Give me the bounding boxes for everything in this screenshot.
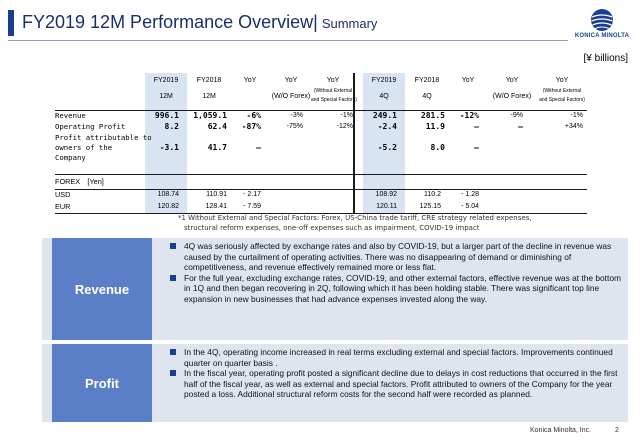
title-divider (8, 40, 568, 41)
table-cell: -5.2 (377, 143, 397, 152)
revenue-section (42, 238, 628, 340)
logo-wordmark: KONICA MINOLTA (574, 33, 630, 39)
profit-bullets (170, 347, 624, 400)
table-cell: 62.4 (207, 122, 227, 131)
table-cell: -2.4 (377, 122, 397, 131)
revenue-bullets (170, 241, 624, 305)
table-cell: -1% (570, 112, 583, 119)
company-logo (574, 8, 630, 39)
col-header-top: FY2018 (196, 77, 222, 84)
table-cell: 1,059.1 (193, 111, 227, 120)
title-subtitle: Summary (321, 16, 378, 31)
col-header-bottom: (W/O Forex) (492, 93, 532, 100)
bullet-square-icon (170, 275, 176, 281)
profit-section-label: Profit (52, 344, 152, 422)
table-cell: -75% (286, 123, 303, 130)
page-number: 2 (615, 427, 619, 434)
table-cell: -3.1 (159, 143, 179, 152)
table-cell: 281.5 (420, 111, 445, 120)
forex-header-rule (55, 189, 587, 190)
list-item (170, 241, 624, 273)
footnote-line: structural reform expenses, one-off expenses such as impairment, COVID-19 impact (184, 224, 480, 232)
table-cell: -12% (336, 123, 353, 130)
col-header-note: and Special Factors) (539, 97, 585, 103)
table-cell: +34% (564, 123, 583, 130)
col-header-bottom: (W/O Forex) (271, 93, 311, 100)
col-header-note: (Without External (313, 88, 353, 94)
col-header-note: (Without External (542, 88, 582, 94)
table-cell: -1% (340, 112, 353, 119)
table-period-separator (353, 73, 355, 213)
table-cell: -6% (246, 111, 261, 120)
table-cell: -12% (459, 111, 479, 120)
table-cell: 120.82 (157, 203, 179, 210)
table-cell: 249.1 (372, 111, 397, 120)
row-label-profit-attributable: Company (55, 153, 86, 162)
table-cell: 108.74 (157, 191, 179, 198)
table-cell: — (474, 143, 479, 152)
col-header-top: FY2018 (414, 77, 440, 84)
table-cell: 108.92 (375, 191, 397, 198)
table-cell: 110.91 (206, 191, 227, 198)
table-cell: 8.2 (164, 122, 179, 131)
table-cell: 8.0 (430, 143, 445, 152)
unit-label: [¥ billions] (583, 53, 628, 64)
list-item (170, 273, 624, 305)
col-header-top: YoY (505, 77, 519, 84)
col-header-bottom: 4Q (422, 93, 432, 100)
col-header-note: and Special Factors) (311, 97, 357, 103)
bullet-square-icon (170, 243, 176, 249)
globe-logo-icon (590, 8, 614, 32)
list-item (170, 347, 624, 368)
profit-section (42, 344, 628, 422)
col-header-bottom: 4Q (379, 93, 389, 100)
title-main: FY2019 12M Performance Overview (22, 12, 314, 32)
col-header-top: FY2019 (371, 77, 397, 84)
table-cell: — (256, 143, 261, 152)
table-cell: - 5.04 (461, 203, 479, 210)
col-header-top: YoY (243, 77, 257, 84)
row-label-eur: EUR (55, 202, 71, 211)
table-cell: 128.41 (205, 203, 227, 210)
table-cell: — (518, 122, 523, 131)
table-cell: -9% (510, 112, 523, 119)
row-label-revenue: Revenue (55, 111, 86, 120)
table-cell: 11.9 (425, 122, 445, 131)
table-cell: -87% (241, 122, 261, 131)
revenue-section-label: Revenue (52, 238, 152, 340)
col-header-top: YoY (555, 77, 569, 84)
row-label-profit-attributable: Profit attributable to (55, 133, 152, 142)
bullet-square-icon (170, 370, 176, 376)
col-header-bottom: 12M (202, 93, 216, 100)
table-forex-rule (55, 174, 587, 175)
col-header-top: FY2019 (153, 77, 179, 84)
bullet-square-icon (170, 349, 176, 355)
table-cell: - 7.59 (243, 203, 261, 210)
footnote (178, 213, 532, 233)
title-accent-bar (8, 10, 14, 36)
col-header-bottom: 12M (159, 93, 173, 100)
page-title: FY2019 12M Performance Overview| Summary (22, 12, 378, 32)
footer-company: Konica Minolta, Inc. (530, 427, 592, 434)
col-header-top: YoY (284, 77, 298, 84)
bullet-text: For the full year, excluding exchange rates, COVID-19, and other external factors, effective revenue was at the bottom in 1Q and then began recovering in 2Q, following which it has been holding stable. There was significant top line expansion in new businesses that had advance expenses invested along the way. (184, 272, 621, 304)
table-cell: 996.1 (154, 111, 179, 120)
table-header-rule (55, 110, 587, 111)
row-label-profit-attributable: owners of the (55, 143, 113, 152)
list-item (170, 368, 624, 400)
table-cell: 120.11 (376, 203, 397, 210)
row-label-usd: USD (55, 190, 71, 199)
bullet-text: In the fiscal year, operating profit posted a significant decline due to delays in cost reductions that occurred in the first half of the fiscal year, as well as external and special factors. Profit attributed to owners of the Company for the year posted a loss. Additional structural reform costs for the second half were recorded as planned. (184, 368, 618, 400)
footnote-line: *1 Without External and Special Factors: Forex, US-China trade tariff, CRE strategy related expenses, (178, 214, 532, 222)
table-cell: - 1.28 (461, 191, 479, 198)
table-cell: 110.2 (424, 191, 441, 198)
table-cell: 41.7 (207, 143, 227, 152)
col-header-top: YoY (461, 77, 475, 84)
col-header-top: YoY (326, 77, 340, 84)
forex-header: FOREX [Yen] (55, 177, 104, 186)
table-cell: - 2.17 (243, 191, 261, 198)
bullet-text: 4Q was seriously affected by exchange rates and also by COVID-19, but a larger part of the decline in revenue was caused by the curtailment of operating activities. There was no disappearing of demand or diminishing of competitiveness, and revenue effectively remained more or less flat. (184, 241, 612, 273)
bullet-text: In the 4Q, operating income increased in real terms excluding external and special factors. Improvements continued quarter on quarter basis . (184, 347, 613, 368)
table-cell: -3% (290, 112, 303, 119)
table-cell: 125.15 (419, 203, 441, 210)
row-label-operating-profit: Operating Profit (55, 122, 126, 131)
table-cell: — (474, 122, 479, 131)
